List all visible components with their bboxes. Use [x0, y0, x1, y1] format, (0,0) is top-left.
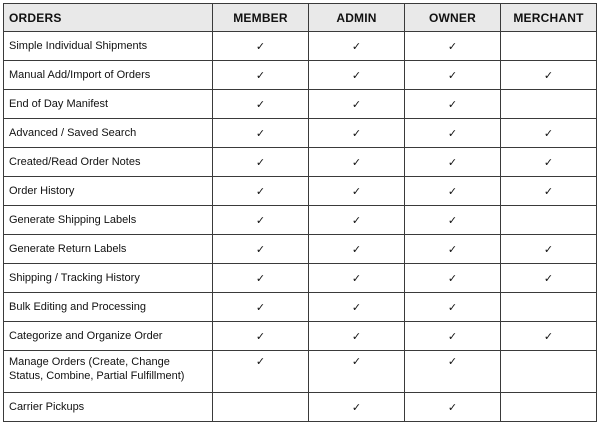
header-orders: ORDERS: [4, 4, 213, 32]
merchant-check-icon: ✓: [501, 235, 597, 264]
member-check-icon: ✓: [213, 32, 309, 61]
owner-check-icon: ✓: [405, 177, 501, 206]
admin-check-icon: ✓: [309, 61, 405, 90]
admin-check-icon: ✓: [309, 32, 405, 61]
owner-check-icon: ✓: [405, 32, 501, 61]
merchant-check-icon: [501, 393, 597, 422]
merchant-check-icon: ✓: [501, 119, 597, 148]
admin-check-icon: ✓: [309, 206, 405, 235]
member-check-icon: ✓: [213, 61, 309, 90]
merchant-check-icon: [501, 351, 597, 393]
admin-check-icon: ✓: [309, 322, 405, 351]
owner-check-icon: ✓: [405, 322, 501, 351]
merchant-check-icon: ✓: [501, 177, 597, 206]
table-row: [4, 264, 597, 293]
table-header: [4, 4, 597, 32]
admin-check-icon: ✓: [309, 293, 405, 322]
member-check-icon: ✓: [213, 119, 309, 148]
feature-name: Categorize and Organize Order: [4, 322, 213, 351]
header-member: MEMBER: [213, 4, 309, 32]
feature-name: Advanced / Saved Search: [4, 119, 213, 148]
owner-check-icon: ✓: [405, 90, 501, 119]
merchant-check-icon: ✓: [501, 322, 597, 351]
feature-name: Bulk Editing and Processing: [4, 293, 213, 322]
table-row: [4, 293, 597, 322]
header-merchant: MERCHANT: [501, 4, 597, 32]
admin-check-icon: ✓: [309, 264, 405, 293]
feature-name: Generate Shipping Labels: [4, 206, 213, 235]
table-row: [4, 206, 597, 235]
member-check-icon: ✓: [213, 322, 309, 351]
member-check-icon: ✓: [213, 148, 309, 177]
feature-name: Order History: [4, 177, 213, 206]
feature-name: Generate Return Labels: [4, 235, 213, 264]
table-row: [4, 393, 597, 422]
table-row: [4, 322, 597, 351]
table-body: [4, 32, 597, 422]
merchant-check-icon: [501, 206, 597, 235]
table-row: [4, 61, 597, 90]
member-check-icon: ✓: [213, 293, 309, 322]
owner-check-icon: ✓: [405, 148, 501, 177]
table-row: [4, 235, 597, 264]
owner-check-icon: ✓: [405, 351, 501, 393]
table-row: [4, 119, 597, 148]
table-row: [4, 32, 597, 61]
header-row: [4, 4, 597, 32]
member-check-icon: ✓: [213, 264, 309, 293]
feature-name: Carrier Pickups: [4, 393, 213, 422]
admin-check-icon: ✓: [309, 148, 405, 177]
merchant-check-icon: ✓: [501, 264, 597, 293]
permissions-table-container: [3, 3, 597, 422]
owner-check-icon: ✓: [405, 206, 501, 235]
admin-check-icon: ✓: [309, 393, 405, 422]
feature-name: Simple Individual Shipments: [4, 32, 213, 61]
member-check-icon: ✓: [213, 177, 309, 206]
table-row: [4, 90, 597, 119]
owner-check-icon: ✓: [405, 61, 501, 90]
owner-check-icon: ✓: [405, 393, 501, 422]
admin-check-icon: ✓: [309, 235, 405, 264]
admin-check-icon: ✓: [309, 119, 405, 148]
owner-check-icon: ✓: [405, 264, 501, 293]
merchant-check-icon: ✓: [501, 148, 597, 177]
member-check-icon: ✓: [213, 235, 309, 264]
owner-check-icon: ✓: [405, 293, 501, 322]
merchant-check-icon: [501, 90, 597, 119]
table-row: [4, 351, 597, 393]
member-check-icon: ✓: [213, 90, 309, 119]
member-check-icon: ✓: [213, 206, 309, 235]
owner-check-icon: ✓: [405, 235, 501, 264]
merchant-check-icon: [501, 32, 597, 61]
merchant-check-icon: ✓: [501, 61, 597, 90]
table-row: [4, 177, 597, 206]
table-row: [4, 148, 597, 177]
feature-name: Manage Orders (Create, Change Status, Combine, Partial Fulfillment): [4, 351, 213, 393]
feature-name: End of Day Manifest: [4, 90, 213, 119]
header-owner: OWNER: [405, 4, 501, 32]
feature-name: Created/Read Order Notes: [4, 148, 213, 177]
header-admin: ADMIN: [309, 4, 405, 32]
permissions-table: [3, 3, 597, 422]
feature-name: Shipping / Tracking History: [4, 264, 213, 293]
admin-check-icon: ✓: [309, 177, 405, 206]
feature-name: Manual Add/Import of Orders: [4, 61, 213, 90]
merchant-check-icon: [501, 293, 597, 322]
member-check-icon: [213, 393, 309, 422]
admin-check-icon: ✓: [309, 351, 405, 393]
admin-check-icon: ✓: [309, 90, 405, 119]
member-check-icon: ✓: [213, 351, 309, 393]
owner-check-icon: ✓: [405, 119, 501, 148]
